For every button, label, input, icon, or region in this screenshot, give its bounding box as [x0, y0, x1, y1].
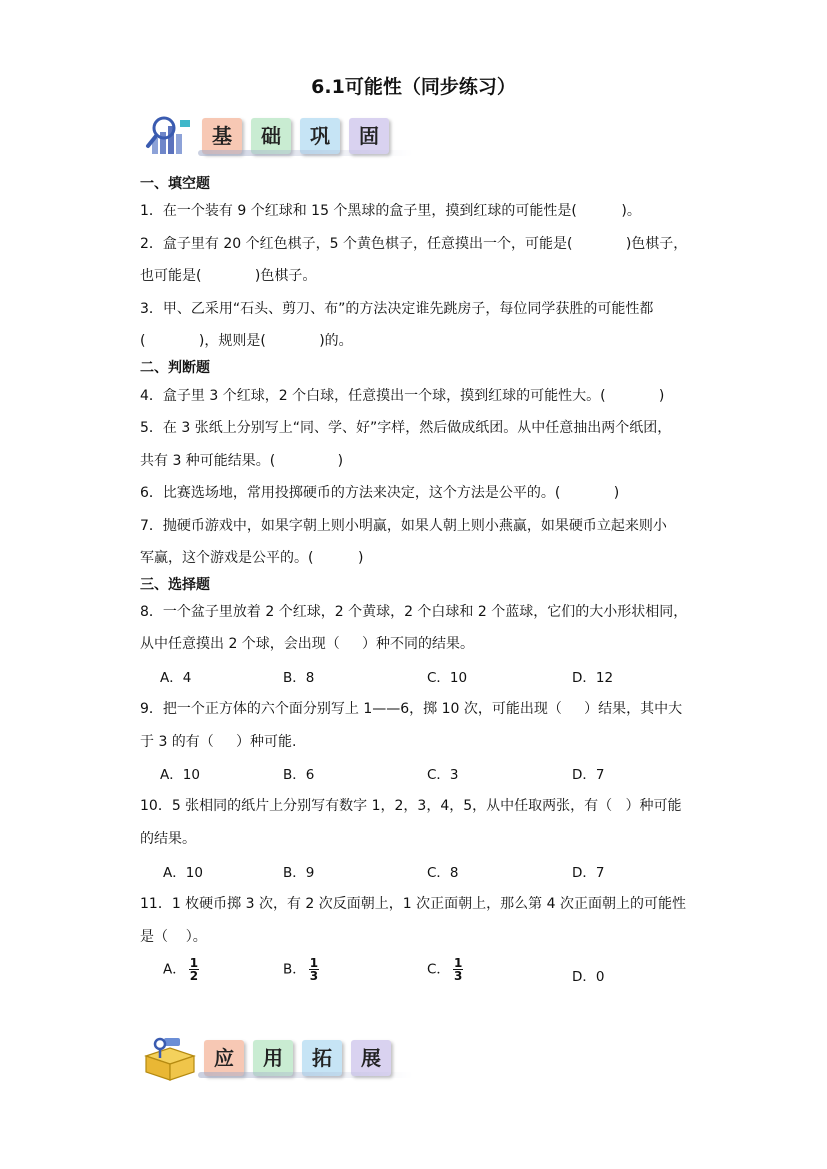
q9-option-a: A．10	[160, 767, 200, 783]
q10-option-d: D．7	[572, 865, 605, 881]
banner-shadow	[198, 150, 413, 156]
section-banner-basic	[140, 112, 420, 160]
banner-tile-4: 固	[349, 118, 389, 154]
q11-option-a	[163, 957, 199, 982]
banner-tile-2: 础	[251, 118, 291, 154]
fraction-b	[309, 957, 319, 982]
q11-option-c-label: C．	[427, 961, 450, 978]
q8-option-a: A．4	[160, 670, 192, 686]
q9-option-c: C．3	[427, 767, 459, 783]
q10-option-b: B．9	[283, 865, 315, 881]
q11-option-b-label: B．	[283, 961, 306, 978]
toolbox-icon	[140, 1034, 198, 1082]
question-8-cont: 从中任意摸出 2 个球，会出现（ ）种不同的结果。	[140, 636, 475, 652]
section-judge-heading: 二、判断题	[140, 360, 210, 376]
q8-option-c: C．10	[427, 670, 468, 686]
fraction-b-numerator: 1	[309, 956, 319, 970]
question-2: 2．盒子里有 20 个红色棋子，5 个黄色棋子，任意摸出一个，可能是( )色棋子，	[140, 236, 688, 252]
section-fill-heading: 一、填空题	[140, 176, 210, 192]
question-5-cont: 共有 3 种可能结果。( )	[140, 453, 344, 469]
question-5: 5．在 3 张纸上分别写上“同、学、好”字样，然后做成纸团。从中任意抽出两个纸团，	[140, 420, 672, 436]
fraction-c-numerator: 1	[453, 956, 463, 970]
question-7: 7．抛硬币游戏中，如果字朝上则小明赢，如果人朝上则小燕赢，如果硬币立起来则小	[140, 518, 667, 534]
question-1: 1．在一个装有 9 个红球和 15 个黑球的盒子里，摸到红球的可能性是( )。	[140, 203, 641, 219]
banner2-tile-3: 拓	[302, 1040, 342, 1076]
fraction-a-denominator: 2	[189, 969, 199, 983]
question-3: 3．甲、乙采用“石头、剪刀、布”的方法决定谁先跳房子，每位同学获胜的可能性都	[140, 301, 654, 317]
question-10-cont: 的结果。	[140, 831, 196, 847]
q10-option-a: A．10	[163, 865, 203, 881]
question-9: 9．把一个正方体的六个面分别写上 1——6，掷 10 次，可能出现（ ）结果，其中大	[140, 701, 683, 717]
fraction-a	[189, 957, 199, 982]
question-9-cont: 于 3 的有（ ）种可能.	[140, 734, 297, 750]
question-10: 10．5 张相同的纸片上分别写有数字 1，2，3，4，5，从中任取两张，有（ ）种可能	[140, 798, 682, 814]
fraction-a-numerator: 1	[189, 956, 199, 970]
magnifier-chart-icon	[140, 112, 198, 160]
section-choice-heading: 三、选择题	[140, 577, 210, 593]
question-8: 8．一个盆子里放着 2 个红球，2 个黄球，2 个白球和 2 个蓝球，它们的大小形状相同，	[140, 604, 688, 620]
fraction-c	[453, 957, 463, 982]
question-3-cont: ( )，规则是( )的。	[140, 333, 353, 349]
fraction-c-denominator: 3	[453, 969, 463, 983]
q9-option-b: B．6	[283, 767, 315, 783]
question-2-cont: 也可能是( )色棋子。	[140, 268, 317, 284]
question-11: 11．1 枚硬币掷 3 次，有 2 次反面朝上，1 次正面朝上，那么第 4 次正面朝上的可能性	[140, 896, 686, 912]
banner2-tile-1: 应	[204, 1040, 244, 1076]
q8-option-b: B．8	[283, 670, 315, 686]
q11-option-c	[427, 957, 463, 982]
q11-option-d: D．0	[572, 969, 605, 985]
q10-option-c: C．8	[427, 865, 459, 881]
section-banner-extend	[140, 1034, 420, 1082]
question-11-cont: 是（ ）。	[140, 929, 207, 945]
question-6: 6．比赛选场地，常用投掷硬币的方法来决定，这个方法是公平的。( )	[140, 485, 620, 501]
banner-tile-1: 基	[202, 118, 242, 154]
question-4: 4．盒子里 3 个红球，2 个白球，任意摸出一个球，摸到红球的可能性大。( )	[140, 388, 665, 404]
fraction-b-denominator: 3	[309, 969, 319, 983]
banner-tile-3: 巩	[300, 118, 340, 154]
q11-option-a-label: A．	[163, 961, 186, 978]
banner2-shadow	[198, 1072, 413, 1078]
banner2-tile-2: 用	[253, 1040, 293, 1076]
q8-option-d: D．12	[572, 670, 614, 686]
q9-option-d: D．7	[572, 767, 605, 783]
banner2-tile-4: 展	[351, 1040, 391, 1076]
q11-option-b	[283, 957, 319, 982]
question-7-cont: 军赢，这个游戏是公平的。( )	[140, 550, 364, 566]
page-title: 6.1可能性（同步练习）	[311, 76, 516, 98]
